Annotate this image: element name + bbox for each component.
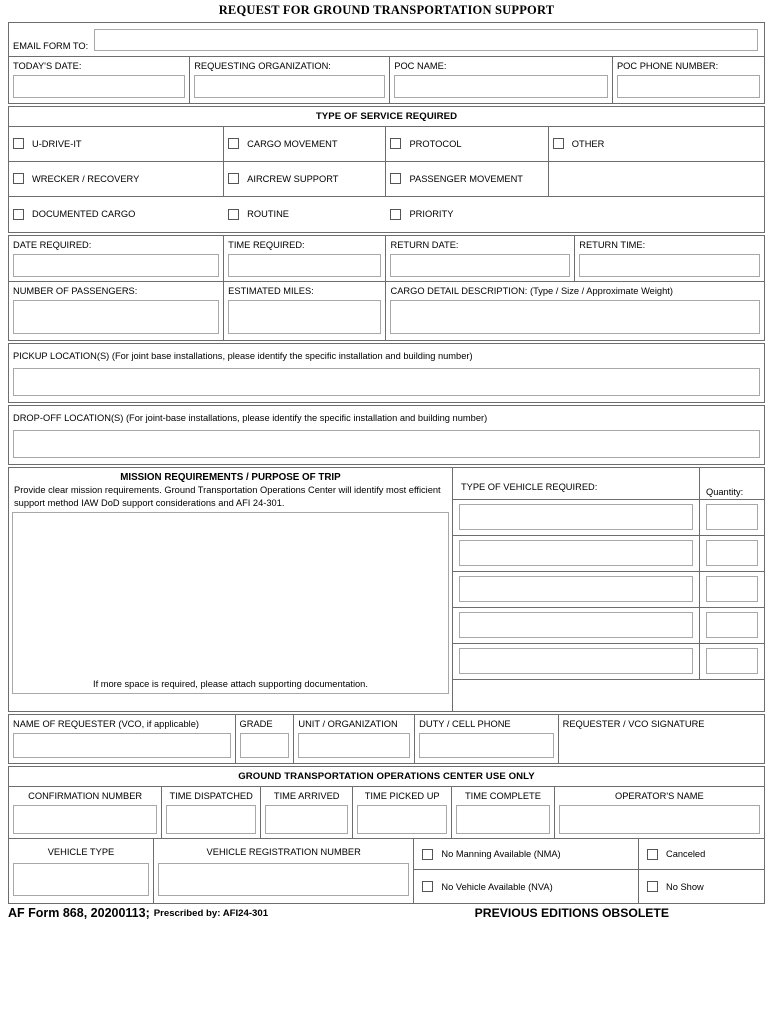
vehicle-type-input-1[interactable] (459, 504, 693, 530)
vehicle-quantity-input-1[interactable] (706, 504, 758, 530)
service-cell-protocol[interactable] (386, 127, 548, 161)
number-of-passengers-label: NUMBER OF PASSENGERS: (13, 286, 138, 296)
estimated-miles-cell (224, 282, 386, 340)
service-label-protocol: PROTOCOL (409, 138, 462, 149)
confirmation-number-input[interactable] (13, 805, 157, 834)
vehicle-type-info-input[interactable] (13, 863, 149, 896)
cargo-detail-label: CARGO DETAIL DESCRIPTION: (390, 286, 528, 296)
email-row (9, 23, 764, 57)
load-row (9, 282, 764, 340)
return-time-label: RETURN TIME: (579, 240, 646, 250)
time-arrived-label: TIME ARRIVED (273, 791, 340, 801)
poc-phone-input[interactable] (617, 75, 760, 98)
checkbox-other[interactable] (553, 138, 564, 149)
vehicle-quantity-input-5[interactable] (706, 648, 758, 674)
service-label-documented-cargo: DOCUMENTED CARGO (32, 209, 136, 219)
duty-cell-phone-input[interactable] (419, 733, 553, 758)
todays-date-label: TODAY'S DATE: (13, 61, 82, 71)
time-dispatched-label: TIME DISPATCHED (169, 791, 253, 801)
cargo-detail-cell (386, 282, 764, 340)
pickup-cell (9, 344, 764, 402)
date-required-input[interactable] (13, 254, 219, 277)
time-complete-input[interactable] (456, 805, 550, 834)
mission-textarea[interactable] (13, 513, 448, 693)
gtoc-block (8, 766, 765, 904)
service-cell-empty-2 (549, 197, 764, 232)
duty-cell-phone-cell (415, 715, 558, 763)
vehicle-cell (453, 468, 764, 711)
cargo-detail-hint: (Type / Size / Approximate Weight) (529, 286, 673, 296)
previous-editions-obsolete: PREVIOUS EDITIONS OBSOLETE (474, 906, 669, 920)
form-id: AF Form 868, 20200113; (8, 906, 150, 920)
vehicle-quantity-input-2[interactable] (706, 540, 758, 566)
email-input[interactable] (94, 29, 758, 51)
dropoff-block (8, 405, 765, 465)
status-cell-no-show[interactable] (639, 870, 764, 903)
poc-name-cell (390, 57, 613, 103)
checkbox-no-vehicle-available[interactable] (422, 881, 433, 892)
operators-name-cell (555, 787, 764, 838)
service-cell-routine[interactable] (224, 197, 386, 232)
time-complete-label: TIME COMPLETE (465, 791, 541, 801)
status-label-nma: No Manning Available (NMA) (441, 849, 561, 859)
grade-cell (236, 715, 295, 763)
cargo-detail-input[interactable] (390, 300, 760, 334)
service-label-u-drive-it: U-DRIVE-IT (32, 138, 82, 149)
service-cell-priority[interactable] (386, 197, 548, 232)
mission-cell (9, 468, 453, 711)
dropoff-hint: (For joint-base installations, please identify the specific installation and building number) (125, 413, 488, 423)
gtoc-band-label: GROUND TRANSPORTATION OPERATIONS CENTER USE ONLY (238, 771, 535, 782)
vehicle-status-row (9, 839, 764, 903)
service-label-wrecker-recovery: WRECKER / RECOVERY (32, 173, 140, 184)
vehicle-type-header: TYPE OF VEHICLE REQUIRED: (460, 482, 598, 492)
time-picked-up-label: TIME PICKED UP (364, 791, 440, 801)
dropoff-input[interactable] (13, 430, 760, 458)
vehicle-quantity-input-3[interactable] (706, 576, 758, 602)
name-of-requester-cell (9, 715, 236, 763)
checkbox-no-show[interactable] (647, 881, 658, 892)
time-required-label: TIME REQUIRED: (228, 240, 305, 250)
vehicle-type-input-5[interactable] (459, 648, 693, 674)
service-label-priority: PRIORITY (409, 209, 454, 219)
requester-row (9, 715, 764, 763)
grade-label: GRADE (239, 719, 273, 729)
pickup-hint: (For joint base installations, please identify the specific installation and building number) (111, 351, 473, 361)
todays-date-cell (9, 57, 190, 103)
vehicle-type-info-label: VEHICLE TYPE (47, 847, 115, 857)
schedule-block (8, 235, 765, 341)
schedule-row (9, 236, 764, 282)
operators-name-label: OPERATOR'S NAME (615, 791, 704, 801)
return-date-label: RETURN DATE: (390, 240, 459, 250)
checkbox-cargo-movement[interactable] (228, 138, 239, 149)
time-arrived-cell (261, 787, 353, 838)
dropoff-cell (9, 406, 764, 464)
checkbox-wrecker-recovery[interactable] (13, 173, 24, 184)
poc-phone-cell (613, 57, 764, 103)
checkbox-priority[interactable] (390, 209, 401, 220)
requester-block (8, 714, 765, 764)
mission-heading: MISSION REQUIREMENTS / PURPOSE OF TRIP (120, 472, 341, 483)
status-label-canceled: Canceled (665, 849, 706, 859)
time-picked-up-input[interactable] (357, 805, 447, 834)
checkbox-routine[interactable] (228, 209, 239, 220)
requester-signature-label: REQUESTER / VCO SIGNATURE (562, 719, 705, 729)
vehicle-row-1 (453, 500, 764, 536)
dropoff-label: DROP-OFF LOCATION(S) (13, 413, 124, 423)
unit-organization-input[interactable] (298, 733, 410, 758)
email-cell (9, 23, 764, 56)
date-required-label: DATE REQUIRED: (13, 240, 92, 250)
service-cell-u-drive-it[interactable] (9, 127, 224, 161)
page-title: REQUEST FOR GROUND TRANSPORTATION SUPPORT (218, 3, 555, 17)
service-band-label: TYPE OF SERVICE REQUIRED (315, 111, 458, 122)
checkbox-passenger-movement[interactable] (390, 173, 401, 184)
mission-vehicle-block (8, 467, 765, 712)
return-time-cell (575, 236, 764, 281)
time-required-input[interactable] (228, 254, 381, 277)
vehicle-type-input-2[interactable] (459, 540, 693, 566)
status-cell-nva[interactable] (414, 870, 639, 903)
number-of-passengers-input[interactable] (13, 300, 219, 334)
service-cell-aircrew-support[interactable] (224, 162, 386, 196)
service-row-3 (9, 197, 764, 232)
service-label-routine: ROUTINE (247, 209, 290, 219)
confirmation-number-cell (9, 787, 162, 838)
name-of-requester-input[interactable] (13, 733, 231, 758)
vehicle-row-4 (453, 608, 764, 644)
service-cell-documented-cargo[interactable] (9, 197, 224, 232)
gtoc-band-row (9, 767, 764, 787)
operators-name-input[interactable] (559, 805, 760, 834)
checkbox-u-drive-it[interactable] (13, 138, 24, 149)
service-label-other: OTHER (571, 138, 605, 149)
status-checks-cell (414, 839, 764, 903)
pickup-input[interactable] (13, 368, 760, 396)
vehicle-row-5 (453, 644, 764, 680)
identity-row (9, 57, 764, 103)
service-cell-other[interactable] (549, 127, 764, 161)
service-label-cargo-movement: CARGO MOVEMENT (247, 138, 338, 149)
poc-name-label: POC NAME: (394, 61, 447, 71)
estimated-miles-input[interactable] (228, 300, 381, 334)
return-time-input[interactable] (579, 254, 760, 277)
checkbox-aircrew-support[interactable] (228, 173, 239, 184)
checkbox-canceled[interactable] (647, 849, 658, 860)
mission-description: Provide clear mission requirements. Ground Transportation Operations Center will identify most efficient support method IAW DoD support considerations and AFI 24-301. (14, 485, 441, 508)
time-dispatched-cell (162, 787, 261, 838)
checkbox-protocol[interactable] (390, 138, 401, 149)
unit-organization-cell (294, 715, 415, 763)
status-cell-nma[interactable] (414, 839, 639, 869)
time-dispatched-input[interactable] (166, 805, 256, 834)
requesting-organization-label: REQUESTING ORGANIZATION: (194, 61, 331, 71)
form-footer (8, 906, 765, 920)
gtoc-row (9, 787, 764, 839)
status-label-nva: No Vehicle Available (NVA) (441, 881, 553, 892)
service-type-block (8, 106, 765, 233)
duty-cell-phone-label: DUTY / CELL PHONE (419, 719, 511, 729)
mission-textarea-wrap (12, 512, 449, 694)
email-label: EMAIL FORM TO: (13, 41, 89, 51)
service-cell-empty (549, 162, 764, 196)
estimated-miles-label: ESTIMATED MILES: (228, 286, 314, 296)
service-cell-cargo-movement[interactable] (224, 127, 386, 161)
service-label-aircrew-support: AIRCREW SUPPORT (247, 173, 339, 184)
service-band-cell (9, 107, 764, 126)
unit-organization-label: UNIT / ORGANIZATION (298, 719, 398, 729)
vehicle-quantity-header: Quantity: (705, 487, 744, 497)
mission-note: If more space is required, please attach supporting documentation. (93, 679, 368, 689)
time-required-cell (224, 236, 386, 281)
pickup-label: PICKUP LOCATION(S) (13, 351, 110, 361)
service-row-1 (9, 127, 764, 162)
service-row-2 (9, 162, 764, 197)
vehicle-registration-label: VEHICLE REGISTRATION NUMBER (206, 847, 361, 857)
vehicle-quantity-input-4[interactable] (706, 612, 758, 638)
service-cell-wrecker-recovery[interactable] (9, 162, 224, 196)
date-required-cell (9, 236, 224, 281)
checkbox-no-manning-available[interactable] (422, 849, 433, 860)
service-band-row (9, 107, 764, 127)
pickup-block (8, 343, 765, 403)
poc-name-input[interactable] (394, 75, 608, 98)
return-date-cell (386, 236, 575, 281)
number-of-passengers-cell (9, 282, 224, 340)
form-prescribed-by: Prescribed by: AFI24-301 (153, 907, 269, 919)
time-arrived-input[interactable] (265, 805, 348, 834)
confirmation-number-label: CONFIRMATION NUMBER (28, 791, 143, 801)
service-cell-passenger-movement[interactable] (386, 162, 548, 196)
name-of-requester-label: NAME OF REQUESTER (VCO, if applicable) (13, 719, 199, 729)
vehicle-row-2 (453, 536, 764, 572)
return-date-input[interactable] (390, 254, 570, 277)
requesting-organization-cell (190, 57, 390, 103)
requesting-organization-input[interactable] (194, 75, 385, 98)
poc-phone-label: POC PHONE NUMBER: (616, 61, 719, 71)
vehicle-type-input-4[interactable] (459, 612, 693, 638)
todays-date-input[interactable] (13, 75, 185, 98)
vehicle-registration-cell (154, 839, 414, 903)
status-label-no-show: No Show (665, 881, 704, 892)
vehicle-row-3 (453, 572, 764, 608)
vehicle-registration-input[interactable] (158, 863, 409, 896)
vehicle-type-info-cell (9, 839, 154, 903)
requester-signature-cell[interactable] (559, 715, 764, 763)
time-complete-cell (452, 787, 555, 838)
service-label-passenger-movement: PASSENGER MOVEMENT (409, 173, 523, 184)
contact-block (8, 22, 765, 104)
checkbox-documented-cargo[interactable] (13, 209, 24, 220)
vehicle-type-input-3[interactable] (459, 576, 693, 602)
time-picked-up-cell (353, 787, 452, 838)
grade-input[interactable] (240, 733, 290, 758)
status-cell-canceled[interactable] (639, 839, 764, 869)
